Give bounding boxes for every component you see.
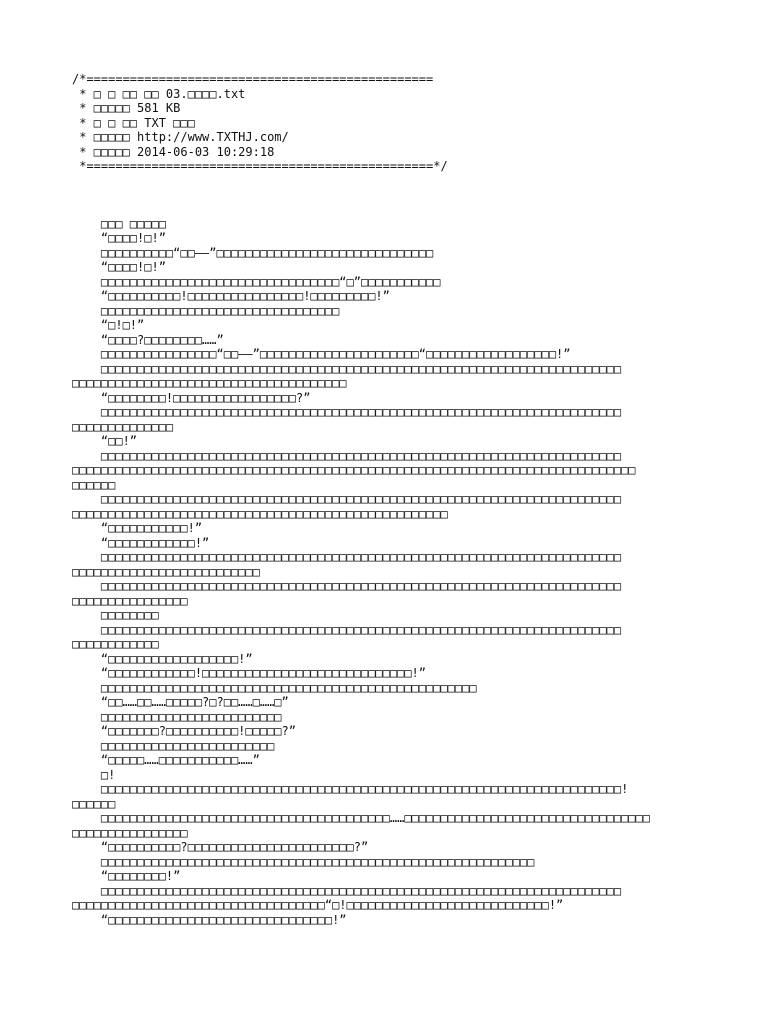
- text-line: □!: [72, 767, 116, 782]
- text-line: □□□□□□□□□□□□□□□□□□□□□□□□□□□□□□□□□□□□□□□□□□□□□□□□□□□□□□□□□□□□□□□□□□□□□□□□□□□□□□: [72, 463, 636, 477]
- text-line: “□□□□!□!”: [72, 231, 166, 245]
- text-line: □□□ □□□□□: [72, 216, 166, 231]
- text-document: [72, 72, 712, 927]
- text-line: □□□□□□□□□□□□□□□□□□□□□□□□□□□□□□□□□□□□□□□□□□□□□□□□□□□□□□□□□□□□□□□□□□□□□□□□: [72, 361, 622, 376]
- text-line: “□□□□□□□□□□□□□□□□□□□□□□□□□□□□□□□!”: [72, 912, 347, 927]
- text-line: □□□□□□□□□□□□□□□□□□□□□□□□□: [72, 709, 282, 724]
- text-line: □□□□□□□□□□□□□□□□: [72, 593, 188, 608]
- text-line: □□□□□□□□□□□□□□□□□□□□□□□□□□□□□□□□□□□□□□□□□□□□□□□□□□□□□□□□□□□□□□□□□□□□□□□□: [72, 448, 622, 463]
- text-line: □□□□□□□□□□□□□□□□□□□□□□□□□□: [72, 564, 260, 579]
- text-line: □□□□□□□□□□□□□□□□: [72, 825, 188, 840]
- text-line: □□□□□□□□□□□□□□□□□□□□□□□□□□□□□□□□□□□□□□□□□□□□□□□□□□□□□□□□□□□□□□□□□□□□□□□□: [72, 405, 622, 419]
- header-line: /*================================================: [72, 72, 434, 86]
- header-line: *================================================*/: [72, 159, 448, 173]
- text-line: □□□□□□□□: [72, 608, 159, 622]
- text-line: □□□□□□□□□□□□□□□□□□□□□□□□□□□□□□□□□□□□□□: [72, 376, 347, 390]
- text-line: □□□□□□□□□□□□□□□□□□□□□□□□□□□□□□□□□□□□□□□□□□□□□□□□□□□□□□□□□□□□□□□□□□□□□□□□: [72, 550, 622, 564]
- text-line: “□□□□□□□□□□□!”: [72, 521, 203, 535]
- text-line: “□!□!”: [72, 318, 145, 332]
- text-line: □□□□□□□□□□□□□□□□□□□□□□□□□□□□□□□□□□□“□!□□□□□□□□□□□□□□□□□□□□□□□□□□□□!”: [72, 898, 564, 912]
- text-line: “□□!”: [72, 434, 138, 448]
- header-line: * □□□□□ http://www.TXTHJ.com/: [72, 130, 289, 144]
- body-text: [72, 217, 712, 928]
- text-line: “□□□□□□□□□□□□!□□□□□□□□□□□□□□□□□□□□□□□□□□□□□!”: [72, 666, 427, 680]
- text-line: “□□□□□□□□!□□□□□□□□□□□□□□□□□?”: [72, 390, 311, 405]
- text-line: “□□□□□□□□□□?□□□□□□□□□□□□□□□□□□□□□□□?”: [72, 840, 369, 854]
- header-line: * □ □ □□ TXT □□□: [72, 115, 195, 130]
- text-line: □□□□□□□□□□□□□□□□□□□□□□□□□□□□□□□□□□□□□□□□□□□□□□□□□□□□: [72, 506, 448, 521]
- text-line: “□□□□!□!”: [72, 260, 166, 274]
- text-line: □□□□□□□□□□□□□□□□□□□□□□□□□□□□□□□□□□□□□□□□□□□□□□□□□□□□□□□□□□□□□□□□□□□□□□□□: [72, 622, 622, 637]
- text-line: □□□□□□: [72, 477, 116, 492]
- text-line: □□□□□□□□□□□□□□□□□□□□□□□□□□□□□□□□□“□”□□□□□□□□□□□: [72, 274, 441, 289]
- header-line: * □□□□□ 2014-06-03 10:29:18: [72, 144, 275, 159]
- text-line: “□□□□□□□□□□!□□□□□□□□□□□□□□□□!□□□□□□□□□!”: [72, 289, 390, 303]
- text-line: “□□□□?□□□□□□□□……”: [72, 332, 224, 347]
- text-line: “□□□□□□□□!”: [72, 869, 181, 883]
- text-line: □□□□□□: [72, 796, 116, 811]
- text-line: □□□□□□□□□□□□□□□□□□□□□□□□□□□□□□□□□□□□□□□□……□□□□□□□□□□□□□□□□□□□□□□□□□□□□□□□□□□: [72, 811, 650, 825]
- text-line: □□□□□□□□□□□□□□□□□□□□□□□□□□□□□□□□□□□□□□□□□□□□□□□□□□□□□□□□□□□□□□□□□□□□□□□□: [72, 492, 622, 506]
- text-line: □□□□□□□□□□□□□□□□□□□□□□□□□□□□□□□□□□□□□□□□□□□□□□□□□□□□□□□□□□□□□□□□□□□□□□□□: [72, 579, 622, 593]
- text-line: □□□□□□□□□□□□□□□□□□□□□□□□□□□□□□□□□□□□□□□□□□□□□□□□□□□□□□□□□□□□: [72, 854, 535, 869]
- header-line: * □ □ □□ □□ 03.□□□□.txt: [72, 86, 246, 101]
- text-line: □□□□□□□□□□□□□□□□□□□□□□□□: [72, 738, 275, 753]
- text-line: □□□□□□□□□□□□□□□□□□□□□□□□□□□□□□□□□: [72, 303, 340, 318]
- text-line: □□□□□□□□□□□□□□□□□□□□□□□□□□□□□□□□□□□□□□□□□□□□□□□□□□□□: [72, 680, 477, 695]
- text-line: □□□□□□□□□□□□□□□□“□□——”□□□□□□□□□□□□□□□□□□□□□□“□□□□□□□□□□□□□□□□□□!”: [72, 347, 571, 361]
- text-line: “□□□□□□□□□□□□□□□□□□!”: [72, 651, 253, 666]
- text-line: □□□□□□□□□□□□□□□□□□□□□□□□□□□□□□□□□□□□□□□□□□□□□□□□□□□□□□□□□□□□□□□□□□□□□□□□: [72, 883, 622, 898]
- text-line: “□□□□□□□□□□□□!”: [72, 535, 210, 550]
- text-line: □□□□□□□□□□□□: [72, 637, 159, 651]
- text-line: □□□□□□□□□□“□□——”□□□□□□□□□□□□□□□□□□□□□□□□□□□□□□: [72, 245, 434, 260]
- text-line: “□□……□□……□□□□□?□?□□……□……□”: [72, 695, 289, 709]
- header-line: * □□□□□ 581 KB: [72, 101, 181, 115]
- text-line: “□□□□□□□?□□□□□□□□□□!□□□□□?”: [72, 724, 296, 738]
- text-line: “□□□□□……□□□□□□□□□□□……”: [72, 753, 260, 767]
- text-line: □□□□□□□□□□□□□□: [72, 419, 174, 434]
- spacer: [72, 174, 712, 217]
- text-line: □□□□□□□□□□□□□□□□□□□□□□□□□□□□□□□□□□□□□□□□□□□□□□□□□□□□□□□□□□□□□□□□□□□□□□□□!: [72, 782, 629, 796]
- file-header: [72, 72, 712, 174]
